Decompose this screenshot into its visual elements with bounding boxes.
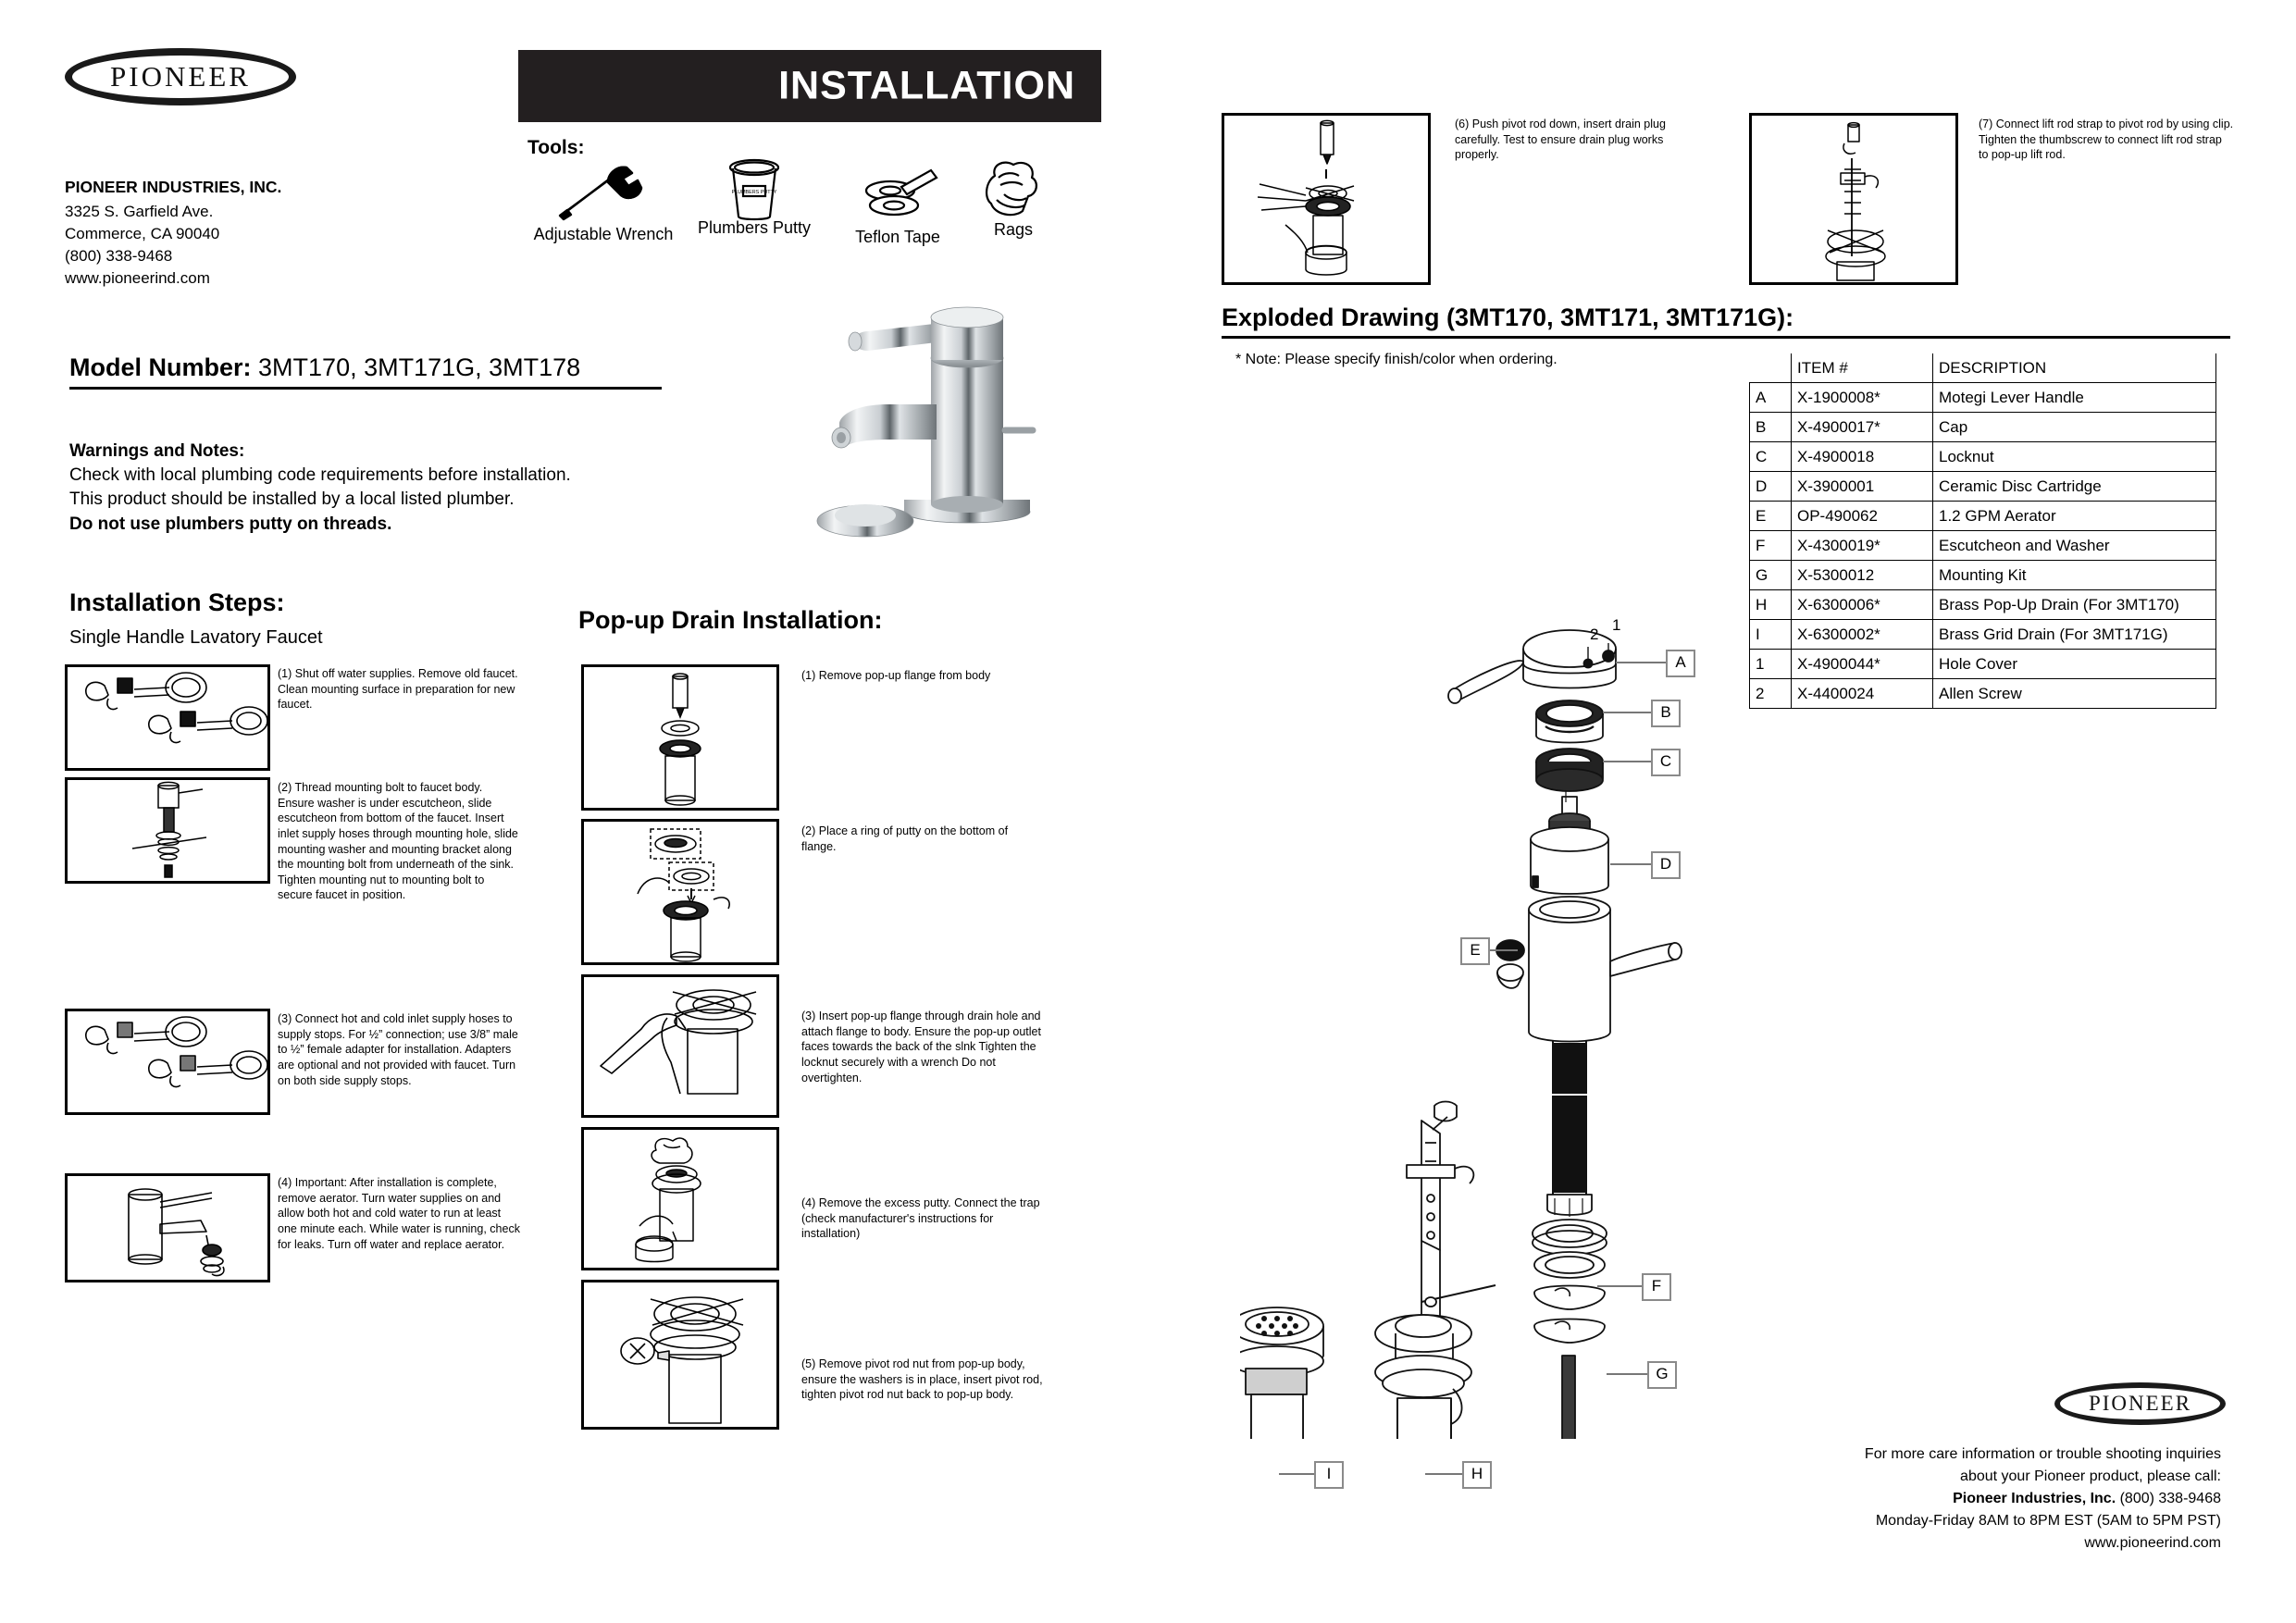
part-description: Locknut [1933,442,2216,472]
part-key: 1 [1750,650,1792,679]
popup-step-2-image [581,819,779,965]
pioneer-logo-footer [2054,1382,2226,1425]
popup-step-5-image [581,1280,779,1430]
warnings-title: Warnings and Notes: [69,441,245,461]
company-address-line-1: 3325 S. Garfield Ave. [65,202,214,220]
callout-h: H [1462,1461,1492,1489]
popup-drain-title: Pop-up Drain Installation: [578,606,883,634]
popup-step-1-image [581,664,779,811]
parts-table-header-row [1750,353,2216,383]
footer-contact-block [1758,1443,2221,1555]
installation-banner-title: INSTALLATION [778,63,1075,108]
product-photo-faucet [796,301,1064,578]
parts-header-description: DESCRIPTION [1933,353,2216,383]
part-item: X-4900044* [1792,650,1933,679]
tool-adjustable-wrench [520,162,687,244]
popup-step-2-text: (2) Place a ring of putty on the bottom of flange. [801,824,1009,853]
warnings-and-notes-block [69,440,680,537]
callout-b: B [1651,700,1681,727]
popup-step-4-image [581,1127,779,1270]
part-key: F [1750,531,1792,561]
part-key: B [1750,413,1792,442]
callout-g: G [1647,1361,1677,1389]
footer-line-5[interactable]: www.pioneerind.com [2084,1535,2221,1551]
part-key: E [1750,502,1792,531]
part-key: H [1750,590,1792,620]
part-key: G [1750,561,1792,590]
footer-company-name: Pioneer Industries, Inc. [1953,1491,2116,1506]
tool-label-rags: Rags [993,220,1034,239]
callout-leader-f [1597,1285,1644,1287]
model-number-line [69,353,662,390]
footer-logo-wordmark: PIONEER [2088,1392,2192,1415]
table-row [1750,502,2216,531]
part-item: X-1900008* [1792,383,1933,413]
parts-header-key [1750,353,1792,383]
footer-line-3 [1758,1488,2221,1510]
part-description: Mounting Kit [1933,561,2216,590]
table-row [1750,561,2216,590]
exploded-drawing-title: Exploded Drawing (3MT170, 3MT171, 3MT171G): [1222,304,2230,339]
callout-leader-d [1610,863,1653,865]
part-description: Brass Pop-Up Drain (For 3MT170) [1933,590,2216,620]
callout-leader-c [1603,761,1653,762]
install-step-2-text: (2) Thread mounting bolt to faucet body. Ensure washer is under escutcheon, slide escutcheon from bottom of the faucet. Insert inlet supply hoses through mounting hole, slide mounting washer and mounting bracket along the mounting bolt from underneath of the sink. Tighten mounting nut to mounting bolt to secure faucet in position. [278,781,518,902]
table-row [1750,442,2216,472]
part-description: Hole Cover [1933,650,2216,679]
pioneer-logo-header [65,48,296,105]
footer-line-2: about your Pioneer product, please call: [1960,1468,2221,1484]
tool-label-plumbers-putty: Plumbers Putty [697,218,812,237]
part-key: D [1750,472,1792,502]
model-number-label: Model Number: [69,353,252,381]
popup-step-7-text: (7) Connect lift rod strap to pivot rod by using clip. Tighten the thumbscrew to connect lift rod strap to pop-up lift rod. [1979,118,2234,162]
callout-c: C [1651,749,1681,776]
popup-step-3-image [581,974,779,1118]
callout-leader-a [1616,662,1668,663]
teflon-tape-icon [838,165,958,228]
popup-step-7-image [1749,113,1958,285]
company-info-block [65,176,370,290]
table-row [1750,413,2216,442]
company-address-line-2: Commerce, CA 90040 [65,224,220,242]
tool-plumbers-putty [685,155,824,238]
warnings-line-3: Do not use plumbers putty on threads. [69,514,392,534]
part-item: X-6300002* [1792,620,1933,650]
warnings-line-1: Check with local plumbing code requirements before installation. [69,465,571,486]
logo-wordmark: PIONEER [110,60,251,93]
part-item: X-6300006* [1792,590,1933,620]
plumbers-putty-icon [685,155,824,218]
callout-a: A [1666,650,1695,677]
tools-label: Tools: [527,137,585,158]
tool-label-adjustable-wrench: Adjustable Wrench [533,225,674,243]
footer-line-1: For more care information or trouble shooting inquiries [1864,1446,2221,1462]
part-description: Motegi Lever Handle [1933,383,2216,413]
tool-rags [962,157,1064,240]
part-item: X-5300012 [1792,561,1933,590]
part-item: X-4300019* [1792,531,1933,561]
tool-label-teflon-tape: Teflon Tape [855,228,940,246]
part-item: X-4900017* [1792,413,1933,442]
parts-header-item: ITEM # [1792,353,1933,383]
popup-step-4-text: (4) Remove the excess putty. Connect the trap (check manufacturer's instructions for installation) [801,1196,1040,1241]
callout-leader-b [1603,712,1653,713]
part-description: Cap [1933,413,2216,442]
footer-company-phone: (800) 338-9468 [2116,1491,2221,1506]
table-row [1750,383,2216,413]
callout-number-2: 2 [1590,626,1599,643]
part-key: A [1750,383,1792,413]
finish-color-note: * Note: Please specify finish/color when ordering. [1235,352,1558,367]
tool-teflon-tape [838,165,958,247]
table-row [1750,472,2216,502]
callout-f: F [1642,1273,1671,1301]
popup-step-6-text: (6) Push pivot rod down, insert drain plug carefully. Test to ensure drain plug works properly. [1455,118,1666,162]
callout-leader-e [1488,949,1518,951]
footer-line-4: Monday-Friday 8AM to 8PM EST (5AM to 5PM PST) [1875,1513,2221,1529]
install-step-1-text: (1) Shut off water supplies. Remove old faucet. Clean mounting surface in preparation for new faucet. [278,667,518,712]
install-step-4-image [65,1173,270,1282]
company-phone: (800) 338-9468 [65,247,173,266]
install-step-4-text: (4) Important: After installation is complete, remove aerator. Turn water supplies on and allow both hot and cold water to run at least one minute each. While water is running, check for leaks. Turn off water and replace aerator. [278,1176,520,1251]
part-key: I [1750,620,1792,650]
part-item: X-4900018 [1792,442,1933,472]
installation-banner [518,50,1101,122]
warnings-line-2: This product should be installed by a local listed plumber. [69,489,515,510]
popup-step-6-image [1222,113,1431,285]
installation-steps-title: Installation Steps: [69,588,285,616]
install-step-2-image [65,777,270,884]
part-description: Allen Screw [1933,679,2216,709]
exploded-drawing-graphic [1240,606,2036,1439]
company-website[interactable]: www.pioneerind.com [65,269,210,288]
part-item: OP-490062 [1792,502,1933,531]
callout-leader-g [1607,1373,1649,1375]
install-step-1-image [65,664,270,771]
svg-text:PLUMBERS PUTTY: PLUMBERS PUTTY [731,190,777,195]
callout-leader-i [1279,1473,1316,1475]
part-item: X-3900001 [1792,472,1933,502]
callout-e: E [1460,937,1490,965]
adjustable-wrench-icon [520,162,687,225]
part-key: C [1750,442,1792,472]
part-description: Escutcheon and Washer [1933,531,2216,561]
callout-i: I [1314,1461,1344,1489]
popup-step-3-text: (3) Insert pop-up flange through drain hole and attach flange to body. Ensure the pop-up outlet faces towards the back of the slnk Tighten the locknut securely with a wrench Do not overtighten. [801,1010,1041,1084]
part-description: Ceramic Disc Cartridge [1933,472,2216,502]
popup-step-1-text: (1) Remove pop-up flange from body [801,669,991,682]
callout-d: D [1651,851,1681,879]
callout-leader-h [1425,1473,1464,1475]
model-number-value: 3MT170, 3MT171G, 3MT178 [258,353,581,381]
installation-steps-subtitle: Single Handle Lavatory Faucet [69,627,323,648]
part-description: Brass Grid Drain (For 3MT171G) [1933,620,2216,650]
install-step-3-text: (3) Connect hot and cold inlet supply hoses to supply stops. For ½” connection; use 3/8” male to ½” female adapter for installation. Adapters are optional and not provided with faucet. Turn on both side supply stops. [278,1012,518,1087]
popup-step-5-text: (5) Remove pivot rod nut from pop-up body, ensure the washers is in place, insert pivot rod, tighten pivot rod nut back to pop-up body. [801,1357,1043,1402]
table-row [1750,531,2216,561]
rags-icon [962,157,1064,220]
install-step-3-image [65,1009,270,1115]
callout-number-1: 1 [1612,616,1621,634]
part-item: X-4400024 [1792,679,1933,709]
part-description: 1.2 GPM Aerator [1933,502,2216,531]
part-key: 2 [1750,679,1792,709]
company-name: PIONEER INDUSTRIES, INC. [65,178,282,196]
